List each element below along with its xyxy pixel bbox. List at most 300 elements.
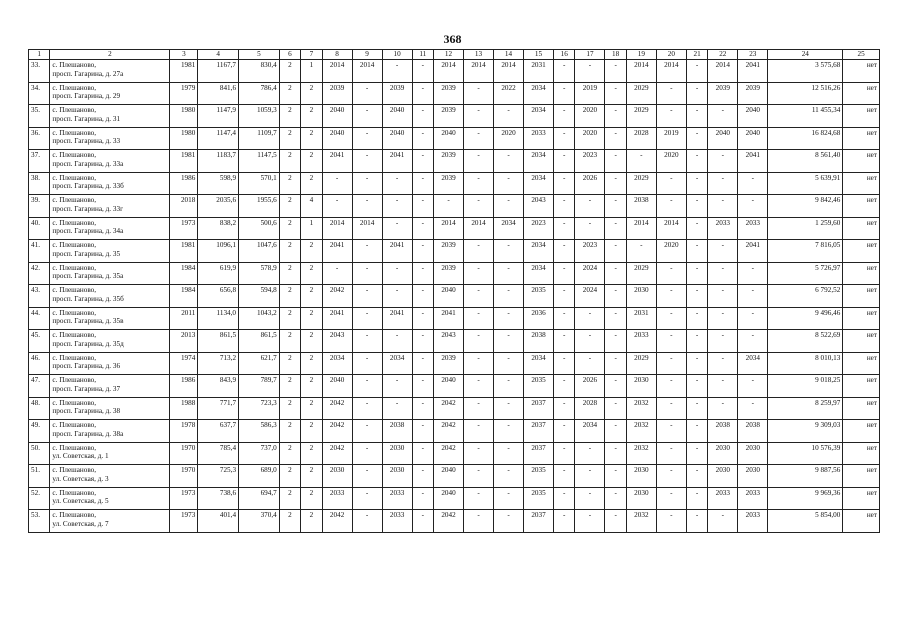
table-row [29, 105, 880, 128]
address-street: просп. Гагарина, д. 33а [52, 159, 124, 168]
value-cell: 2014 [708, 60, 738, 83]
value-cell: - [352, 510, 382, 533]
value-cell: - [412, 465, 433, 488]
value-cell: 2 [279, 487, 300, 510]
value-cell: 2034 [382, 352, 412, 375]
column-number: 22 [708, 50, 738, 60]
value-cell: 738,6 [198, 487, 239, 510]
value-cell: 2020 [494, 127, 524, 150]
value-cell: 2041 [382, 240, 412, 263]
table-row [29, 285, 880, 308]
value-cell: 2038 [626, 195, 656, 218]
value-cell: - [708, 105, 738, 128]
value-cell: - [464, 352, 494, 375]
value-cell: 2030 [708, 442, 738, 465]
value-cell: - [738, 285, 768, 308]
value-cell: 2041 [322, 240, 352, 263]
value-cell: 1984 [170, 262, 198, 285]
value-cell: 621,7 [239, 352, 280, 375]
row-number: 36. [29, 127, 50, 150]
table-row [29, 510, 880, 533]
value-cell: - [605, 172, 626, 195]
value-cell: 1973 [170, 217, 198, 240]
row-number: 33. [29, 60, 50, 83]
value-cell: - [464, 465, 494, 488]
value-cell: - [464, 262, 494, 285]
value-cell: - [686, 487, 707, 510]
value-cell: - [352, 420, 382, 443]
row-number: 50. [29, 442, 50, 465]
value-cell: 2034 [322, 352, 352, 375]
address-settlement: с. Плешаново, [52, 263, 97, 272]
value-cell: - [494, 487, 524, 510]
value-cell: 500,6 [239, 217, 280, 240]
value-cell: 2030 [738, 465, 768, 488]
value-cell: - [494, 352, 524, 375]
value-cell: - [605, 150, 626, 173]
column-number: 21 [686, 50, 707, 60]
value-cell: - [605, 195, 626, 218]
value-cell: - [686, 375, 707, 398]
address-cell [50, 172, 170, 195]
value-cell: 2 [279, 375, 300, 398]
value-cell: 656,8 [198, 285, 239, 308]
value-cell: 2041 [322, 150, 352, 173]
value-cell: 2026 [575, 172, 605, 195]
value-cell: 2030 [626, 465, 656, 488]
value-cell: 2034 [524, 105, 554, 128]
cost-cell: 6 792,52 [768, 285, 843, 308]
value-cell: - [708, 240, 738, 263]
value-cell: - [656, 510, 686, 533]
address-street: просп. Гагарина, д. 35б [52, 294, 124, 303]
cost-cell: 1 259,60 [768, 217, 843, 240]
value-cell: - [605, 510, 626, 533]
value-cell: - [686, 195, 707, 218]
value-cell: 785,4 [198, 442, 239, 465]
value-cell: 1980 [170, 105, 198, 128]
status-cell: нет [843, 217, 880, 240]
value-cell: 2 [301, 105, 322, 128]
column-number: 23 [738, 50, 768, 60]
value-cell: - [554, 217, 575, 240]
status-cell: нет [843, 127, 880, 150]
address-settlement: с. Плешаново, [52, 151, 97, 159]
address-street: просп. Гагарина, д. 29 [52, 92, 121, 101]
value-cell: - [656, 307, 686, 330]
value-cell: 2 [279, 127, 300, 150]
column-number: 9 [352, 50, 382, 60]
value-cell: - [412, 307, 433, 330]
value-cell: 1147,9 [198, 105, 239, 128]
value-cell: - [554, 307, 575, 330]
value-cell: 1109,7 [239, 127, 280, 150]
value-cell: - [494, 105, 524, 128]
value-cell: - [464, 195, 494, 218]
value-cell: - [605, 375, 626, 398]
value-cell: - [412, 240, 433, 263]
value-cell: - [686, 217, 707, 240]
address-settlement: с. Плешаново, [52, 61, 97, 69]
value-cell: - [605, 352, 626, 375]
value-cell: 1981 [170, 240, 198, 263]
value-cell: - [656, 82, 686, 105]
value-cell: - [352, 285, 382, 308]
value-cell: - [656, 105, 686, 128]
value-cell: - [352, 262, 382, 285]
status-cell: нет [843, 172, 880, 195]
value-cell: - [352, 465, 382, 488]
value-cell: - [352, 307, 382, 330]
table-row [29, 82, 880, 105]
value-cell: - [434, 195, 464, 218]
value-cell: - [352, 82, 382, 105]
value-cell: 2037 [524, 420, 554, 443]
value-cell: - [494, 285, 524, 308]
value-cell: - [412, 195, 433, 218]
value-cell: - [352, 352, 382, 375]
value-cell: 2 [279, 420, 300, 443]
value-cell: - [412, 375, 433, 398]
value-cell: - [412, 150, 433, 173]
value-cell: - [605, 82, 626, 105]
value-cell: 2014 [464, 217, 494, 240]
value-cell: 2019 [656, 127, 686, 150]
value-cell: - [464, 240, 494, 263]
value-cell: - [738, 307, 768, 330]
value-cell: - [382, 262, 412, 285]
value-cell: 2041 [322, 307, 352, 330]
value-cell: 2033 [738, 510, 768, 533]
value-cell: - [412, 105, 433, 128]
value-cell: 2034 [524, 150, 554, 173]
column-number: 20 [656, 50, 686, 60]
value-cell: - [554, 397, 575, 420]
address-street: просп. Гагарина, д. 37 [52, 384, 121, 393]
value-cell: 2042 [434, 397, 464, 420]
value-cell: - [605, 105, 626, 128]
value-cell: - [575, 352, 605, 375]
value-cell: 570,1 [239, 172, 280, 195]
value-cell: 2020 [656, 240, 686, 263]
address-settlement: с. Плешаново, [52, 128, 97, 137]
cost-cell: 5 639,91 [768, 172, 843, 195]
value-cell: 2030 [626, 285, 656, 308]
address-settlement: с. Плешаново, [52, 218, 97, 227]
value-cell: - [686, 510, 707, 533]
value-cell: 2040 [434, 285, 464, 308]
value-cell: 2034 [524, 82, 554, 105]
value-cell: 2024 [575, 285, 605, 308]
value-cell: - [464, 420, 494, 443]
value-cell: - [575, 217, 605, 240]
value-cell: 2020 [656, 150, 686, 173]
value-cell: 2030 [382, 442, 412, 465]
cost-cell: 8 522,69 [768, 330, 843, 353]
table-row [29, 217, 880, 240]
address-cell [50, 465, 170, 488]
value-cell: 2034 [575, 420, 605, 443]
value-cell: 2039 [382, 82, 412, 105]
row-number: 46. [29, 352, 50, 375]
value-cell: 2040 [434, 375, 464, 398]
value-cell: - [352, 487, 382, 510]
value-cell: 2014 [434, 60, 464, 83]
value-cell: 2013 [170, 330, 198, 353]
value-cell: 2 [301, 285, 322, 308]
value-cell: - [605, 465, 626, 488]
value-cell: - [412, 60, 433, 83]
value-cell: - [352, 105, 382, 128]
value-cell: 2 [279, 150, 300, 173]
value-cell: - [605, 397, 626, 420]
value-cell: - [382, 60, 412, 83]
value-cell: 598,9 [198, 172, 239, 195]
value-cell: 2042 [434, 442, 464, 465]
value-cell: - [656, 172, 686, 195]
value-cell: 2034 [738, 352, 768, 375]
value-cell: 1981 [170, 150, 198, 173]
cost-cell: 11 455,34 [768, 105, 843, 128]
value-cell: - [554, 352, 575, 375]
value-cell: - [686, 307, 707, 330]
value-cell: 2039 [738, 82, 768, 105]
value-cell: 1134,0 [198, 307, 239, 330]
value-cell: - [554, 60, 575, 83]
value-cell: 2014 [352, 60, 382, 83]
value-cell: 2034 [524, 240, 554, 263]
value-cell: - [352, 330, 382, 353]
value-cell: 2 [279, 285, 300, 308]
value-cell: - [686, 262, 707, 285]
status-cell: нет [843, 375, 880, 398]
value-cell: - [686, 240, 707, 263]
value-cell: - [464, 82, 494, 105]
value-cell: - [656, 420, 686, 443]
value-cell: 2041 [738, 240, 768, 263]
value-cell: 594,8 [239, 285, 280, 308]
value-cell: 2033 [382, 487, 412, 510]
value-cell: - [686, 285, 707, 308]
address-street: просп. Гагарина, д. 31 [52, 114, 121, 123]
address-street: просп. Гагарина, д. 34а [52, 227, 124, 236]
value-cell: - [605, 285, 626, 308]
table-row [29, 487, 880, 510]
row-number: 48. [29, 397, 50, 420]
value-cell: 2043 [434, 330, 464, 353]
cost-cell: 10 576,39 [768, 442, 843, 465]
value-cell: - [464, 172, 494, 195]
table-row [29, 420, 880, 443]
value-cell: 2 [301, 510, 322, 533]
value-cell: - [412, 172, 433, 195]
table-row [29, 60, 880, 83]
value-cell: 2037 [524, 510, 554, 533]
value-cell: - [605, 217, 626, 240]
value-cell: 2036 [524, 307, 554, 330]
value-cell: - [708, 195, 738, 218]
value-cell: - [494, 150, 524, 173]
value-cell: 2040 [434, 465, 464, 488]
value-cell: 2042 [434, 420, 464, 443]
value-cell: - [322, 172, 352, 195]
value-cell: 1 [301, 217, 322, 240]
value-cell: - [686, 420, 707, 443]
status-cell: нет [843, 307, 880, 330]
value-cell: - [708, 352, 738, 375]
address-street: просп. Гагарина, д. 35 [52, 249, 121, 258]
status-cell: нет [843, 285, 880, 308]
value-cell: 841,6 [198, 82, 239, 105]
value-cell: 2020 [575, 105, 605, 128]
cost-cell: 16 824,68 [768, 127, 843, 150]
value-cell: 2034 [524, 262, 554, 285]
value-cell: 789,7 [239, 375, 280, 398]
value-cell: 619,9 [198, 262, 239, 285]
value-cell: 1973 [170, 510, 198, 533]
value-cell: - [352, 195, 382, 218]
value-cell: - [554, 465, 575, 488]
address-settlement: с. Плешаново, [52, 196, 97, 204]
value-cell: 2022 [494, 82, 524, 105]
value-cell: - [605, 442, 626, 465]
value-cell: - [352, 397, 382, 420]
value-cell: 1970 [170, 442, 198, 465]
value-cell: 838,2 [198, 217, 239, 240]
status-cell: нет [843, 397, 880, 420]
address-street: ул. Советская, д. 7 [52, 519, 109, 528]
value-cell: - [464, 487, 494, 510]
value-cell: 2 [279, 172, 300, 195]
value-cell: - [464, 105, 494, 128]
value-cell: 2040 [382, 127, 412, 150]
value-cell: - [605, 127, 626, 150]
address-cell [50, 352, 170, 375]
table-row [29, 375, 880, 398]
status-cell: нет [843, 195, 880, 218]
value-cell: - [686, 330, 707, 353]
value-cell: - [382, 195, 412, 218]
value-cell: - [464, 150, 494, 173]
cost-cell: 3 575,68 [768, 60, 843, 83]
column-number: 8 [322, 50, 352, 60]
value-cell: - [554, 510, 575, 533]
column-number: 15 [524, 50, 554, 60]
cost-cell: 9 309,03 [768, 420, 843, 443]
table-row [29, 127, 880, 150]
value-cell: - [554, 262, 575, 285]
value-cell: - [554, 487, 575, 510]
value-cell: 4 [301, 195, 322, 218]
value-cell: 2035 [524, 465, 554, 488]
column-number: 25 [843, 50, 880, 60]
value-cell: 2014 [434, 217, 464, 240]
housing-register-table [28, 49, 880, 533]
cost-cell: 8 561,40 [768, 150, 843, 173]
value-cell: - [686, 105, 707, 128]
table-row [29, 352, 880, 375]
address-settlement: с. Плешаново, [52, 331, 97, 339]
value-cell: - [412, 330, 433, 353]
value-cell: 2035,6 [198, 195, 239, 218]
value-cell: - [656, 330, 686, 353]
column-number: 14 [494, 50, 524, 60]
value-cell: - [708, 285, 738, 308]
value-cell: - [656, 465, 686, 488]
value-cell: 1973 [170, 487, 198, 510]
value-cell: 2039 [434, 262, 464, 285]
status-cell: нет [843, 262, 880, 285]
address-street: просп. Гагарина, д. 36 [52, 362, 121, 371]
value-cell: 2033 [524, 127, 554, 150]
value-cell: 2 [301, 487, 322, 510]
value-cell: - [554, 240, 575, 263]
value-cell: - [464, 307, 494, 330]
value-cell: - [686, 352, 707, 375]
value-cell: - [352, 150, 382, 173]
address-street: ул. Советская, д. 5 [52, 497, 109, 506]
value-cell: 1979 [170, 82, 198, 105]
value-cell: 2030 [626, 487, 656, 510]
value-cell: - [382, 330, 412, 353]
value-cell: 1043,2 [239, 307, 280, 330]
value-cell: - [605, 60, 626, 83]
value-cell: 843,9 [198, 375, 239, 398]
value-cell: 2030 [322, 465, 352, 488]
value-cell: - [656, 352, 686, 375]
address-cell [50, 375, 170, 398]
value-cell: 2014 [464, 60, 494, 83]
row-number: 49. [29, 420, 50, 443]
value-cell: - [656, 262, 686, 285]
row-number: 51. [29, 465, 50, 488]
value-cell: 713,2 [198, 352, 239, 375]
value-cell: 2014 [626, 60, 656, 83]
address-settlement: с. Плешаново, [52, 443, 97, 452]
value-cell: 2014 [322, 60, 352, 83]
row-number: 53. [29, 510, 50, 533]
value-cell: - [626, 240, 656, 263]
value-cell: 2031 [626, 307, 656, 330]
address-settlement: с. Плешаново, [52, 173, 97, 182]
address-cell [50, 150, 170, 173]
address-street: ул. Советская, д. 3 [52, 474, 109, 483]
value-cell: - [708, 262, 738, 285]
value-cell: 2014 [656, 217, 686, 240]
value-cell: - [494, 442, 524, 465]
cost-cell: 5 726,97 [768, 262, 843, 285]
row-number: 35. [29, 105, 50, 128]
value-cell: 2039 [434, 240, 464, 263]
value-cell: 2019 [575, 82, 605, 105]
value-cell: - [686, 127, 707, 150]
address-cell [50, 82, 170, 105]
value-cell: 2039 [434, 352, 464, 375]
address-street: просп. Гагарина, д. 33г [52, 204, 124, 213]
value-cell: 2031 [524, 60, 554, 83]
column-number: 6 [279, 50, 300, 60]
value-cell: 2032 [626, 397, 656, 420]
status-cell: нет [843, 105, 880, 128]
value-cell: 2029 [626, 172, 656, 195]
row-number: 38. [29, 172, 50, 195]
value-cell: 2018 [170, 195, 198, 218]
value-cell: 2041 [434, 307, 464, 330]
value-cell: 2042 [322, 285, 352, 308]
table-row [29, 330, 880, 353]
value-cell: - [554, 172, 575, 195]
cost-cell: 9 969,36 [768, 487, 843, 510]
